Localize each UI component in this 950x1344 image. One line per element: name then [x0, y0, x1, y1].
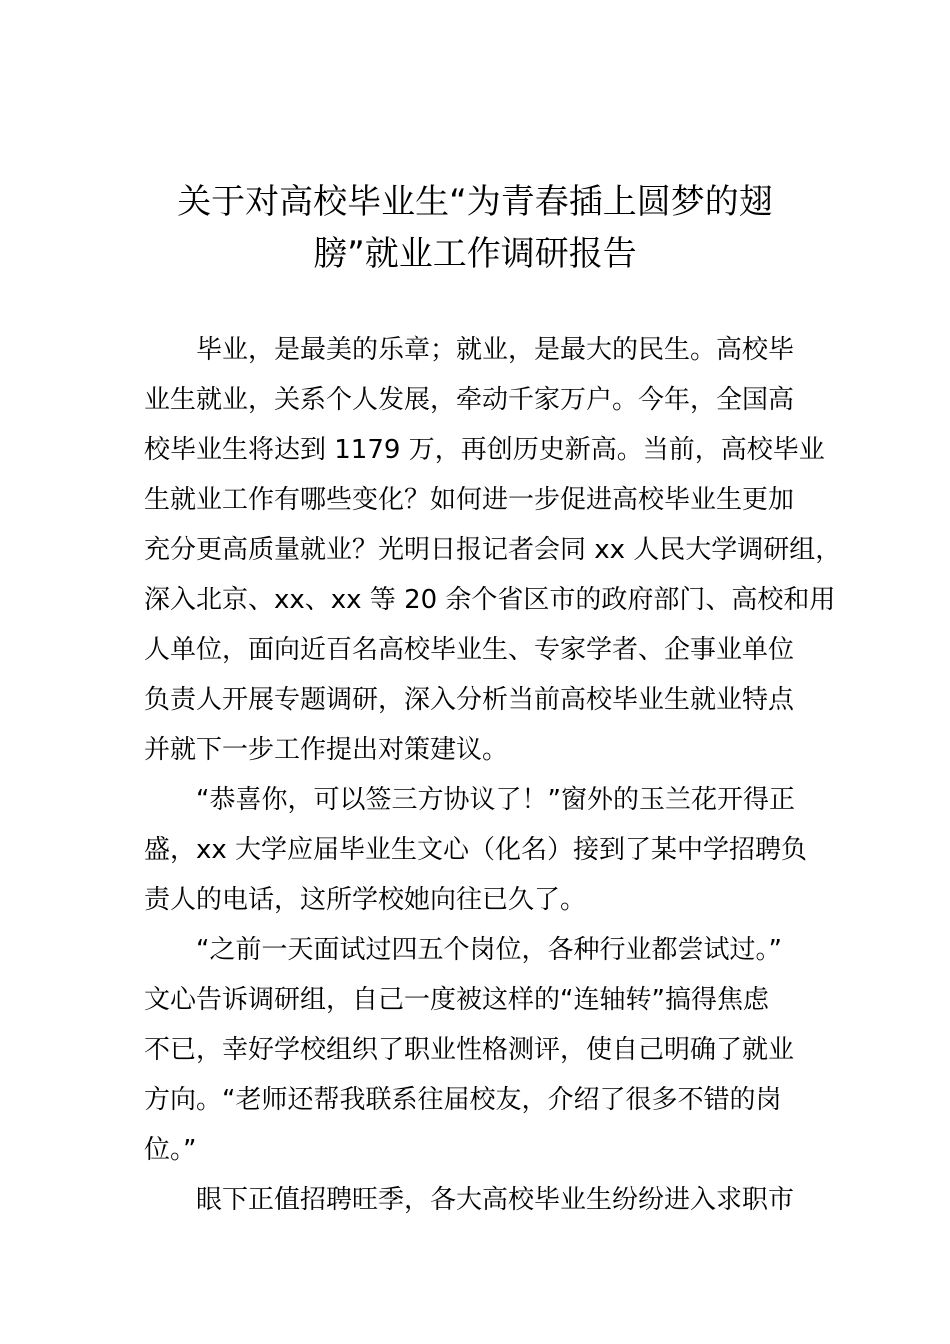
paragraph-line: 位。”	[144, 1135, 197, 1165]
paragraph-line: 深入北京、xx、xx 等 20 余个省区市的政府部门、高校和用	[144, 585, 836, 615]
paragraph-line: 负责人开展专题调研，深入分析当前高校毕业生就业特点	[144, 685, 795, 715]
paragraph-line: 并就下一步工作提出对策建议。	[144, 735, 509, 765]
paragraph-line: “恭喜你，可以签三方协议了！”窗外的玉兰花开得正	[196, 785, 795, 815]
document-title-line-1: 关于对高校毕业生“为青春插上圆梦的翅	[177, 182, 773, 222]
paragraph-line: 盛，xx 大学应届毕业生文心（化名）接到了某中学招聘负	[144, 835, 808, 865]
paragraph-line: 生就业工作有哪些变化？如何进一步促进高校毕业生更加	[144, 485, 795, 515]
paragraph-line: 人单位，面向近百名高校毕业生、专家学者、企事业单位	[144, 635, 795, 665]
paragraph-line: “之前一天面试过四五个岗位，各种行业都尝试过。”	[196, 935, 782, 965]
paragraph-line: 眼下正值招聘旺季，各大高校毕业生纷纷进入求职市	[196, 1185, 795, 1215]
paragraph-line: 责人的电话，这所学校她向往已久了。	[144, 885, 587, 915]
paragraph-line: 充分更高质量就业？光明日报记者会同 xx 人民大学调研组，	[144, 535, 842, 565]
paragraph-line: 文心告诉调研组，自己一度被这样的“连轴转”搞得焦虑	[144, 985, 769, 1015]
paragraph-line: 毕业，是最美的乐章；就业，是最大的民生。高校毕	[196, 335, 795, 365]
paragraph-line: 不已，幸好学校组织了职业性格测评，使自己明确了就业	[144, 1035, 795, 1065]
document-title-line-2: 膀”就业工作调研报告	[313, 234, 637, 274]
paragraph-line: 校毕业生将达到 1179 万，再创历史新高。当前，高校毕业	[144, 435, 825, 465]
paragraph-line: 方向。“老师还帮我联系往届校友，介绍了很多不错的岗	[144, 1085, 782, 1115]
paragraph-line: 业生就业，关系个人发展，牵动千家万户。今年，全国高	[144, 385, 795, 415]
